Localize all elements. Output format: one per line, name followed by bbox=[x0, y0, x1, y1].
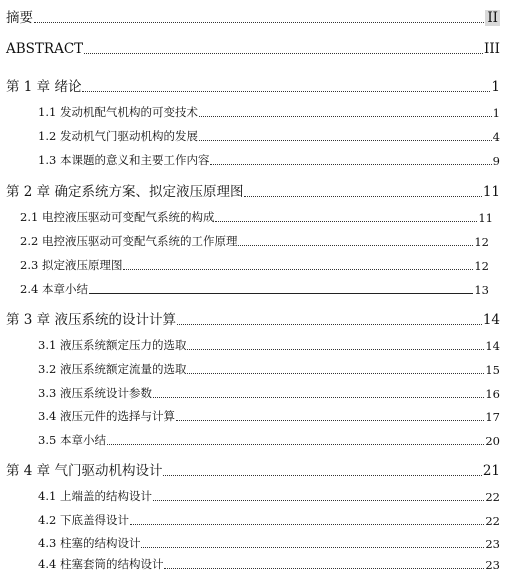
toc-entry-title: 4.1 上端盖的结构设计 bbox=[38, 489, 152, 503]
toc-entry[interactable] bbox=[6, 6, 500, 26]
toc-entry-title: 2.4 本章小结 bbox=[20, 282, 88, 296]
dot-leader bbox=[84, 53, 483, 54]
toc-entry-page: 12 bbox=[474, 259, 489, 273]
dot-leader bbox=[123, 269, 473, 270]
toc-entry-page: 20 bbox=[485, 434, 500, 448]
dot-leader bbox=[177, 324, 482, 325]
toc-entry-title: 第 3 章 液压系统的设计计算 bbox=[6, 312, 176, 328]
toc-entry-page: 13 bbox=[474, 283, 489, 297]
dot-leader bbox=[187, 373, 484, 374]
toc-entry-title: 3.2 液压系统额定流量的选取 bbox=[38, 362, 187, 376]
toc-entry-title: 1.2 发动机气门驱动机构的发展 bbox=[38, 129, 198, 143]
toc-entry-title: 3.4 液压元件的选择与计算 bbox=[38, 409, 175, 423]
dot-leader bbox=[215, 221, 477, 222]
toc-entry-page: II bbox=[487, 10, 498, 26]
toc-entry[interactable] bbox=[38, 432, 500, 448]
toc-entry-title: 4.2 下底盖得设计 bbox=[38, 513, 129, 527]
toc-entry-title: 3.1 液压系统额定压力的选取 bbox=[38, 338, 187, 352]
dot-leader bbox=[199, 116, 492, 117]
toc-entry-page: 15 bbox=[485, 363, 500, 377]
dot-leader bbox=[187, 349, 484, 350]
toc-entry-page: 16 bbox=[485, 387, 500, 401]
dot-leader bbox=[34, 22, 484, 23]
dot-leader bbox=[163, 475, 481, 476]
toc-entry-page: 23 bbox=[485, 537, 500, 551]
dot-leader bbox=[153, 397, 484, 398]
toc-entry[interactable] bbox=[20, 209, 493, 225]
toc-entry-page: 14 bbox=[482, 312, 500, 328]
toc-entry-page: 22 bbox=[485, 514, 500, 528]
toc-entry[interactable] bbox=[20, 281, 489, 297]
toc-entry[interactable] bbox=[20, 257, 489, 273]
toc-entry-page: 4 bbox=[492, 130, 500, 144]
dot-leader bbox=[238, 245, 473, 246]
toc-entry-page: 11 bbox=[478, 211, 493, 225]
toc-entry[interactable] bbox=[38, 128, 500, 144]
toc-entry-title: 2.3 拟定液压原理图 bbox=[20, 258, 123, 272]
toc-entry[interactable] bbox=[38, 361, 500, 377]
toc-entry[interactable] bbox=[38, 337, 500, 353]
toc-entry-page: 23 bbox=[485, 558, 500, 572]
toc-entry-title: 4.4 柱塞套筒的结构设计 bbox=[38, 557, 164, 571]
toc-entry-title: 3.5 本章小结 bbox=[38, 433, 106, 447]
toc-entry[interactable] bbox=[6, 308, 500, 328]
toc-entry-page: 21 bbox=[482, 463, 500, 479]
toc-entry-title: 2.2 电控液压驱动可变配气系统的工作原理 bbox=[20, 234, 238, 248]
toc-entry-title: 第 2 章 确定系统方案、拟定液压原理图 bbox=[6, 184, 244, 200]
toc-entry-page: 22 bbox=[485, 490, 500, 504]
dot-leader bbox=[164, 568, 484, 569]
toc-entry[interactable] bbox=[20, 233, 489, 249]
toc-entry[interactable] bbox=[38, 512, 500, 528]
dot-leader bbox=[141, 547, 484, 548]
toc-entry-title: 2.1 电控液压驱动可变配气系统的构成 bbox=[20, 210, 215, 224]
dot-leader bbox=[153, 500, 484, 501]
dot-leader bbox=[107, 444, 484, 445]
toc-entry-title: 第 1 章 绪论 bbox=[6, 79, 82, 95]
toc-entry[interactable] bbox=[6, 180, 500, 200]
toc-entry[interactable] bbox=[38, 408, 500, 424]
toc-entry-page: 11 bbox=[482, 184, 500, 200]
toc-entry[interactable] bbox=[38, 152, 500, 168]
toc-entry[interactable] bbox=[38, 385, 500, 401]
toc-entry-title: 摘要 bbox=[6, 10, 33, 26]
dot-leader bbox=[89, 293, 473, 294]
dot-leader bbox=[82, 91, 490, 92]
toc-entry-page: 1 bbox=[491, 79, 500, 95]
toc-entry-page: 12 bbox=[474, 235, 489, 249]
dot-leader bbox=[210, 164, 491, 165]
toc-entry-title: 4.3 柱塞的结构设计 bbox=[38, 536, 141, 550]
toc-entry[interactable] bbox=[6, 459, 500, 479]
toc-entry[interactable] bbox=[38, 535, 500, 551]
toc-entry[interactable] bbox=[6, 41, 500, 57]
toc-entry[interactable] bbox=[38, 104, 500, 120]
dot-leader bbox=[176, 420, 484, 421]
toc-entry-title: 1.3 本课题的意义和主要工作内容 bbox=[38, 153, 210, 167]
dot-leader bbox=[199, 140, 492, 141]
toc-entry-title: 第 4 章 气门驱动机构设计 bbox=[6, 463, 163, 479]
toc-entry-title: 1.1 发动机配气机构的可变技术 bbox=[38, 105, 198, 119]
toc-entry-page: 9 bbox=[492, 154, 500, 168]
toc-entry-page: 1 bbox=[492, 106, 500, 120]
dot-leader bbox=[244, 196, 481, 197]
toc-entry[interactable] bbox=[38, 488, 500, 504]
toc-entry-title: ABSTRACT bbox=[6, 41, 84, 57]
dot-leader bbox=[130, 524, 484, 525]
toc-entry[interactable] bbox=[6, 75, 500, 95]
toc-entry-title: 3.3 液压系统设计参数 bbox=[38, 386, 152, 400]
toc-entry-page: 14 bbox=[485, 339, 500, 353]
toc-entry-page: 17 bbox=[485, 410, 500, 424]
toc-entry-page: III bbox=[484, 41, 500, 57]
